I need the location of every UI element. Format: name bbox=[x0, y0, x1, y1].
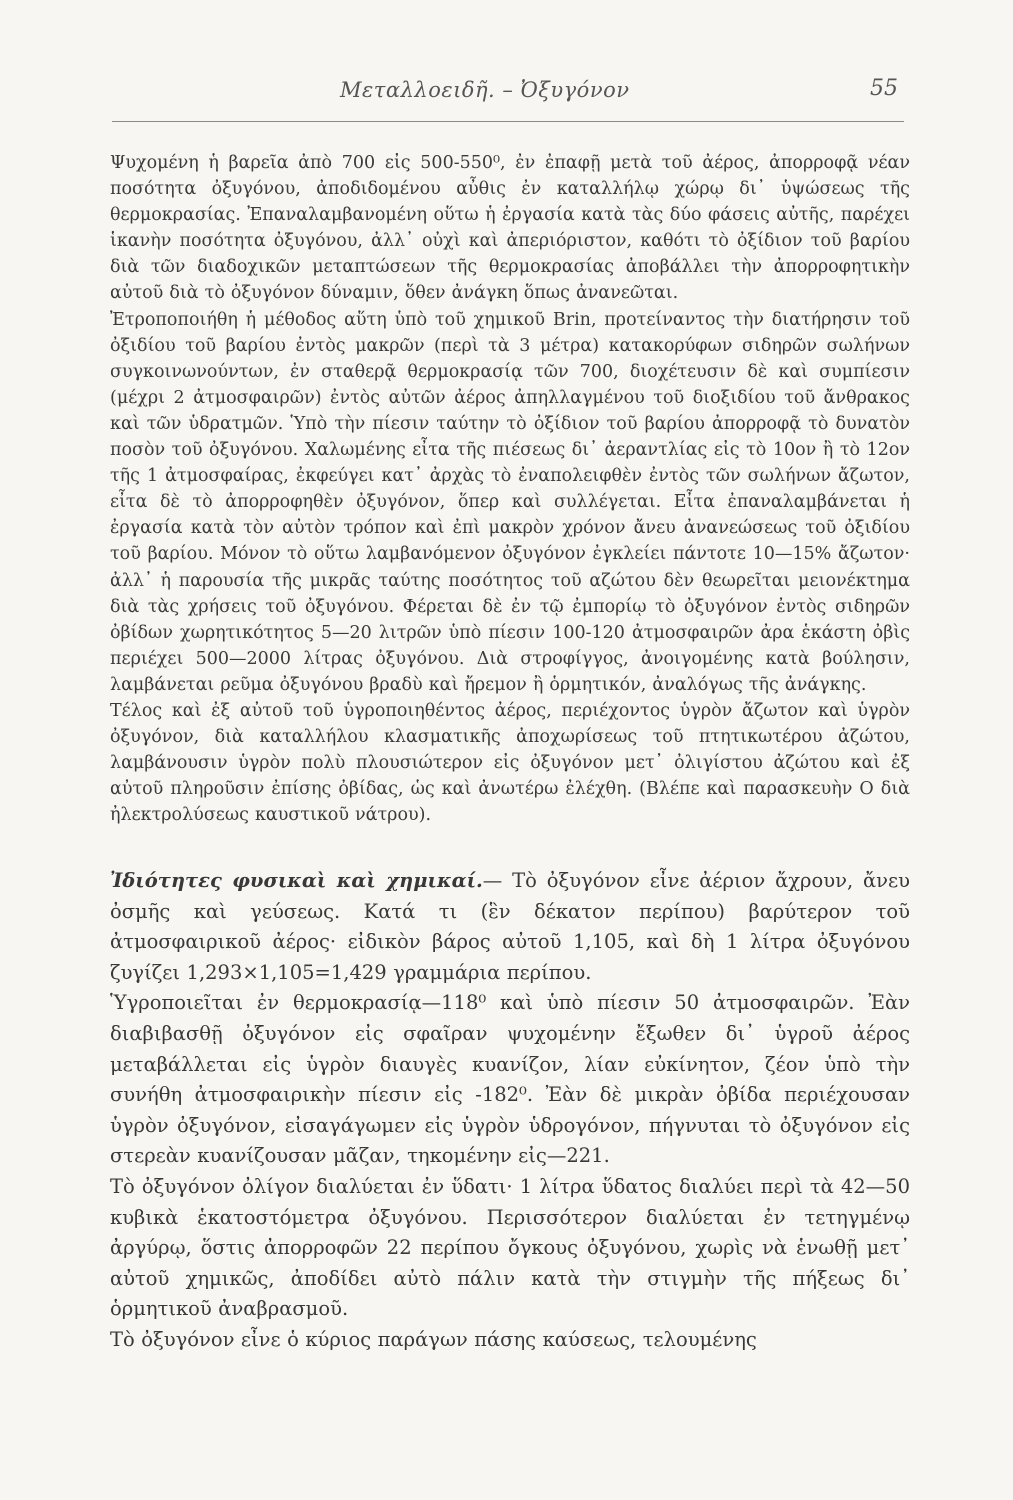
section-heading: Ἰδιότητες φυσικαὶ καὶ χημικαί. bbox=[110, 869, 483, 892]
paragraph: Ἐτροποποιήθη ἡ μέθοδος αὕτη ὑπὸ τοῦ χημικοῦ Brin, προτείναντος τὴν διατήρησιν τοῦ ὀξιδίου τοῦ βαρίου ἐντὸς μακρῶν (περὶ τὰ 3 μέτρα) κατακορύφων σιδηρῶν σωλήνων συγκοινωνούντων, ἐν σταθερᾷ θερμοκρασίᾳ τῶν 700, διοχέτευσιν δὲ καὶ συμπίεσιν (μέχρι 2 ἀτμοσφαιρῶν) ἐντὸς αὐτῶν ἀέρος ἀπηλλαγμένου τοῦ διοξιδίου τοῦ ἄνθρακος καὶ τῶν ὑδρατμῶν. Ὑπὸ τὴν πίεσιν ταύτην τὸ ὀξίδιον τοῦ βαρίου ἀπορροφᾷ τὸ δυνατὸν ποσὸν τοῦ ὀξυγόνου. Χαλωμένης εἶτα τῆς πιέσεως δι᾽ ἀεραντλίας εἰς τὸ 10ον ἢ τὸ 12ον τῆς 1 ἀτμοσφαίρας, ἐκφεύγει κατ᾽ ἀρχὰς τὸ ἐναπολειφθὲν ἐντὸς τῶν σωλήνων ἄζωτον, εἶτα δὲ τὸ ἀπορροφηθὲν ὀξυγόνον, ὅπερ καὶ συλλέγεται. Εἶτα ἐπαναλαμβάνεται ἡ ἐργασία κατὰ τὸν αὐτὸν τρόπον καὶ ἐπὶ μακρὸν χρόνον ἄνευ ἀνανεώσεως τοῦ ὀξιδίου τοῦ βαρίου. Μόνον τὸ οὕτω λαμβανόμενον ὀξυγόνον ἐγκλείει πάντοτε 10—15% ἄζωτον· ἀλλ᾽ ἡ παρουσία τῆς μικρᾶς ταύτης ποσότητος τοῦ αζώτου δὲν θεωρεῖται μειονέκτημα διὰ τὰς χρήσεις τοῦ ὀξυγόνου. Φέρεται δὲ ἐν τῷ ἐμπορίῳ τὸ ὀξυγόνον ἐντὸς σιδηρῶν ὀβίδων χωρητικότητος 5—20 λιτρῶν ὑπὸ πίεσιν 100-120 ἀτμοσφαιρῶν ἀρα ἑκάστη ὀβὶς περιέχει 500—2000 λίτρας ὀξυγόνου. Διὰ στροφίγγος, ἀνοιγομένης κατὰ βούλησιν, λαμβάνεται ρεῦμα ὀξυγόνου βραδὺ καὶ ἤρεμον ἢ ὁρμητικόν, ἀναλόγως τῆς ἀνάγκης. bbox=[110, 309, 910, 695]
paragraph: Ψυχομένη ἡ βαρεῖα ἀπὸ 700 εἰς 500-550⁰, ἐν ἐπαφῇ μετὰ τοῦ ἀέρος, ἀπορροφᾷ νέαν ποσότητα ὀξυγόνου, ἀποδιδομένου αὖθις ἐν καταλλήλῳ χώρῳ δι᾽ ὑψώσεως τῆς θερμοκρασίας. Ἐπαναλαμβανομένη οὕτω ἡ ἐργασία κατὰ τὰς δύο φάσεις αὐτῆς, παρέχει ἱκανὴν ποσότητα ὀξυγόνου, ἀλλ᾽ οὐχὶ καὶ ἀπεριόριστον, καθότι τὸ ὀξίδιον τοῦ βαρίου διὰ τῶν διαδοχικῶν μεταπτώσεων τῆς θερμοκρασίας ἀποβάλλει τὴν ἀπορροφητικὴν αὐτοῦ διὰ τὸ ὀξυγόνον δύναμιν, ὅθεν ἀνάγκη ὅπως ἀνανεῶται. bbox=[110, 153, 910, 304]
header-rule bbox=[112, 121, 904, 122]
small-print-section bbox=[110, 150, 910, 850]
paragraph-text: — Τὸ ὀξυγόνον εἶνε ἀέριον ἄχρουν, ἄνευ ὀσμῆς καὶ γεύσεως. Κατά τι (ἓν δέκατον περίπου) βαρύτερον τοῦ ἀτμοσφαιρικοῦ ἀέρος· εἰδικὸν βάρος αὐτοῦ 1,105, καὶ δὴ 1 λίτρα ὀξυγόνου ζυγίζει 1,293×1,105=1,429 γραμμάρια περίπου. bbox=[110, 869, 910, 984]
paragraph: Ὑγροποιεῖται ἐν θερμοκρασίᾳ—118⁰ καὶ ὑπὸ πίεσιν 50 ἀτμοσφαιρῶν. Ἐὰν διαβιβασθῇ ὀξυγόνον εἰς σφαῖραν ψυχομένην ἔξωθεν δι᾽ ὑγροῦ ἀέρος μεταβάλλεται εἰς ὑγρὸν διαυγὲς κυανίζον, λίαν εὐκίνητον, ζέον ὑπὸ τὴν συνήθη ἀτμοσφαιρικὴν πίεσιν εἰς -182⁰. Ἐὰν δὲ μικρὰν ὀβίδα περιέχουσαν ὑγρὸν ὀξυγόνον, εἰσαγάγωμεν εἰς ὑγρὸν ὑδρογόνον, πήγνυται τὸ ὀξυγόνον εἰς στερεὰν κυανίζουσαν μᾶζαν, τηκομένην εἰς—221. bbox=[110, 991, 910, 1168]
paragraph: Τὸ ὀξυγόνον ὀλίγον διαλύεται ἐν ὕδατι· 1 λίτρα ὕδατος διαλύει περὶ τὰ 42—50 κυβικὰ ἑκατοστόμετρα ὀξυγόνου. Περισσότερον διαλύεται ἐν τετηγμένῳ ἀργύρῳ, ὅστις ἀπορροφῶν 22 περίπου ὄγκους ὀξυγόνου, χωρὶς νὰ ἑνωθῇ μετ᾽ αὐτοῦ χημικῶς, ἀποδίδει αὐτὸ πάλιν κατὰ τὴν στιγμὴν τῆς πήξεως δι᾽ ὁρμητικοῦ ἀναβρασμοῦ. bbox=[110, 1174, 910, 1321]
running-title: Μεταλλοειδῆ. – Ὀξυγόνον bbox=[340, 78, 630, 102]
paragraph: Τέλος καὶ ἐξ αὐτοῦ τοῦ ὑγροποιηθέντος ἀέρος, περιέχοντος ὑγρὸν ἄζωτον καὶ ὑγρὸν ὀξυγόνον, διὰ καταλλήλου κλασματικῆς ἀποχωρίσεως τοῦ πτητικωτέρου ἀζώτου, λαμβάνουσιν ὑγρὸν πολὺ πλουσιώτερον εἰς ὀξυγόνον μετ᾽ ὀλιγίστου ἀζώτου καὶ ἐξ αὐτοῦ πληροῦσιν ἐπίσης ὀβίδας, ὡς καὶ ἀνωτέρω ἐλέχθη. (Βλέπε καὶ παρασκευὴν Ο διὰ ἠλεκτρολύσεως καυστικοῦ νάτρου). bbox=[110, 700, 910, 826]
properties-section bbox=[110, 866, 910, 1466]
running-head bbox=[112, 74, 904, 114]
page-number: 55 bbox=[870, 76, 898, 101]
paragraph bbox=[110, 866, 910, 988]
paragraph: Τὸ ὀξυγόνον εἶνε ὁ κύριος παράγων πάσης καύσεως, τελουμένης bbox=[110, 1327, 757, 1351]
